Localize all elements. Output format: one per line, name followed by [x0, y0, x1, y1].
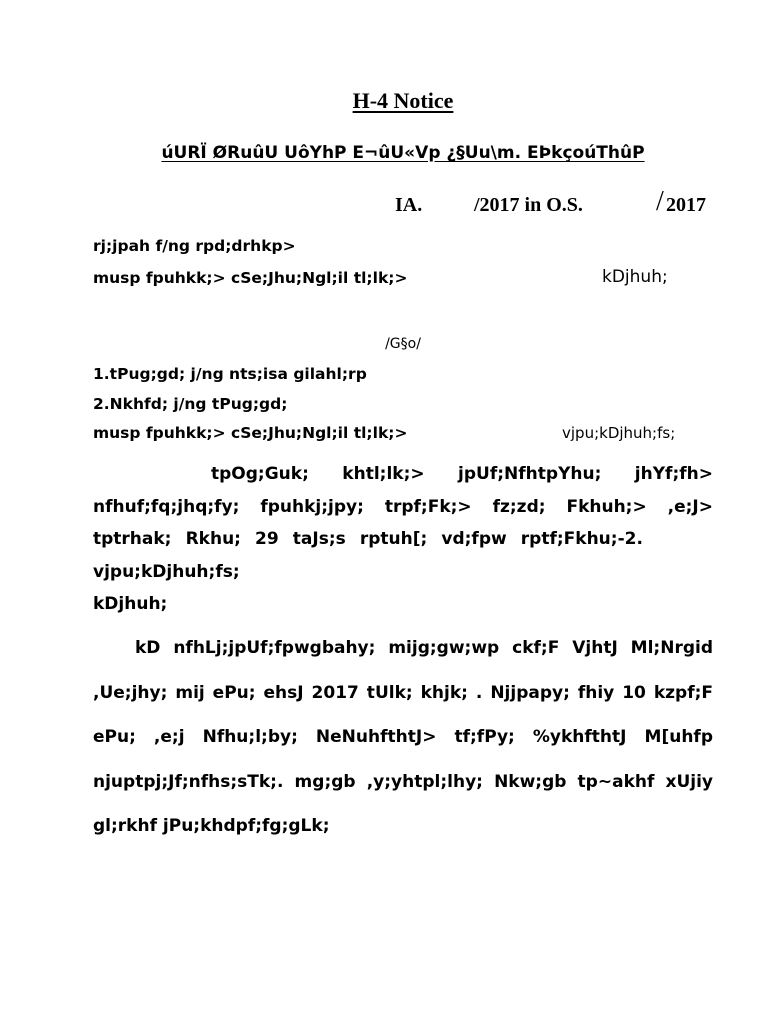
paragraph-notice-body: kD nfhLj;jpUf;fpwgbahy; mijg;gw;wp ckf;F VjhtJ Ml;Nrgid ,Ue;jhy; mij ePu; ehsJ 2017 tUlk; khjk; . Njjpapy; fhiy 10 kzpf;F ePu; ,e;j Nfhu;l;by; NeNuhfthtJ> tf;fPy; %ykhfthtJ M[uhfp njuptpj;Jf;nfhs;sTk;. mg;gb ,y;yhtpl;lhy; Nkw;gb tp~akhf xUjiy gl;rkhf jPu;khdpf;fg;gLk;	[93, 638, 713, 836]
versus-label: /G§o/	[385, 336, 421, 352]
case-year: 2017	[666, 194, 706, 216]
respondent-details-role: vjpu;kDjhuh;fs;	[93, 561, 240, 582]
respondent-role: vjpu;kDjhuh;fs;	[562, 424, 676, 442]
paragraph-respondent-details	[93, 458, 713, 621]
respondent-details-text: tpOg;Guk; khtl;lk;> jpUf;NfhtpYhu; jhYf;fh> nfhuf;fq;jhq;fy; fpuhkj;jpy; trpf;Fk;> fz;zd; Fkhuh;> ,e;J> tptrhak; Rkhu; 29 taJs;s rptuh[; vd;fpw rptf;Fkhu;-2. vjpu;kDjhuh;fs;	[93, 464, 713, 582]
notice-title: H-4 Notice	[352, 88, 454, 113]
case-year-os: /2017 in O.S.	[474, 194, 583, 216]
respondent-address: musp fpuhkk;> cSe;Jhu;Ngl;il tl;lk;>	[93, 424, 408, 442]
petitioner-address: musp fpuhkk;> cSe;Jhu;Ngl;il tl;lk;>	[93, 269, 408, 287]
respondent-2: 2.Nkhfd; j/ng tPug;gd;	[93, 395, 288, 413]
petitioner-role: kDjhuh;	[602, 267, 668, 287]
court-title: úURÏ ØRuûU UôYhP E¬ûU«Vp ¿§Uu\m. EÞkçoúThûP	[161, 143, 645, 163]
petitioner-name: rj;jpah f/ng rpd;drhkp>	[93, 237, 296, 255]
respondent-1: 1.tPug;gd; j/ng nts;isa gilahl;rp	[93, 365, 367, 383]
case-slash: /	[656, 186, 664, 217]
addressee-label: kDjhuh;	[93, 594, 168, 614]
case-ia-label: IA.	[395, 194, 423, 216]
